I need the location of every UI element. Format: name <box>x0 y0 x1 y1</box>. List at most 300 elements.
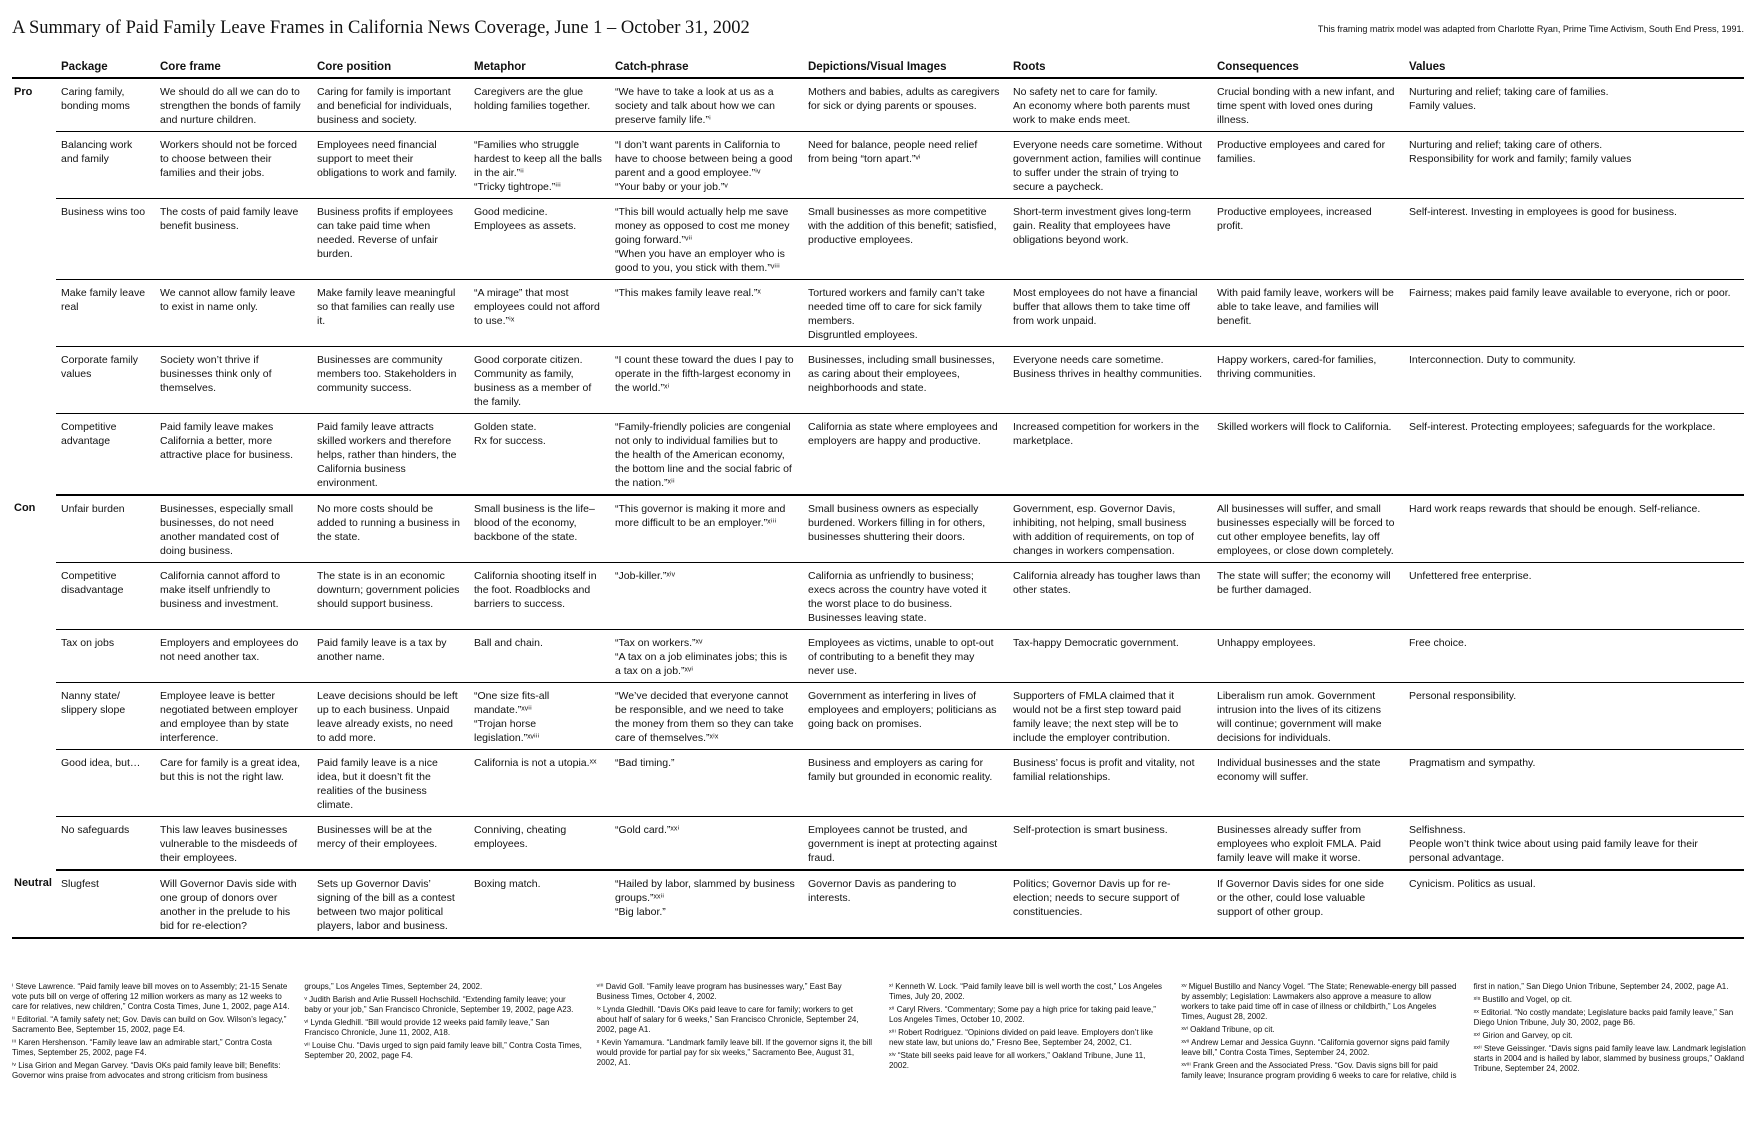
cell-line: Small business owners as especially burdened. Workers filling in for others, businesses shuttering their doors. <box>808 503 986 543</box>
table-cell <box>1008 132 1212 199</box>
table-cell <box>1404 563 1744 630</box>
cell-line: California cannot afford to make itself unfriendly to business and investment. <box>160 570 281 610</box>
footnote: ⁱⁱ Editorial. “A family safety net; Gov. Davis can build on Gov. Wilson’s legacy,” Sacramento Bee, September 15, 2002, page E4. <box>12 1015 287 1034</box>
cell-line: “Trojan horse legislation.”ˣᵛⁱⁱⁱ <box>474 718 540 744</box>
column-header: Core position <box>312 56 469 78</box>
column-header: Package <box>56 56 155 78</box>
group-column-header <box>12 56 56 78</box>
cell-line: Nurturing and relief; taking care of families. <box>1409 86 1609 98</box>
table-cell <box>610 347 803 414</box>
table-cell <box>1212 750 1404 817</box>
table-cell <box>803 280 1008 347</box>
table-cell <box>56 630 155 683</box>
cell-line: Increased competition for workers in the marketplace. <box>1013 421 1200 447</box>
cell-line: “Bad timing.” <box>615 757 675 769</box>
table-cell <box>610 280 803 347</box>
table-row <box>12 495 1744 563</box>
table-cell <box>610 683 803 750</box>
cell-line: Paid family leave is a nice idea, but it doesn’t fit the realities of the business climate. <box>317 757 438 811</box>
cell-line: Employees as assets. <box>474 220 577 232</box>
cell-line: California is not a utopia.ˣˣ <box>474 757 597 769</box>
table-cell <box>312 563 469 630</box>
table-cell <box>155 750 312 817</box>
table-cell <box>469 78 610 132</box>
table-cell <box>56 495 155 563</box>
table-cell <box>155 495 312 563</box>
cell-line: “A mirage” that most employees could not afford to use.”ⁱˣ <box>474 287 600 327</box>
cell-line: “This makes family leave real.”ˣ <box>615 287 761 299</box>
cell-line: Productive employees and cared for families. <box>1217 139 1386 165</box>
footnote: ⁱᵛ Lisa Girion and Megan Garvey. “Davis OKs paid family leave bill; Benefits: Governor wins praise from advocates and strong criticism from business groups,” Los Angeles Times, September 24, 2002. <box>12 982 483 1080</box>
table-cell <box>803 817 1008 871</box>
table-row <box>12 630 1744 683</box>
cell-line: Corporate family values <box>61 354 139 380</box>
footnote: ᵛⁱⁱⁱ David Goll. “Family leave program has businesses wary,” East Bay Business Times, October 4, 2002. <box>596 982 842 1001</box>
cell-line: Need for balance, people need relief from being “torn apart.”ᵛⁱ <box>808 139 978 165</box>
table-cell <box>1212 630 1404 683</box>
table-cell <box>155 199 312 280</box>
cell-line: Personal responsibility. <box>1409 690 1517 702</box>
cell-line: Short-term investment gives long-term gain. Reality that employees have obligations beyond work. <box>1013 206 1191 246</box>
footnote: ⁱ Steve Lawrence. “Paid family leave bill moves on to Assembly; 21-15 Senate vote puts bill on verge of offering 12 million workers as many as 12 weeks to care for relatives, new children,” Contra Costa Times, June 1, 2002, page A14. <box>12 982 290 1011</box>
cell-line: California as state where employees and employers are happy and productive. <box>808 421 998 447</box>
table-cell <box>610 563 803 630</box>
cell-line: “Big labor.” <box>615 906 666 918</box>
column-header: Metaphor <box>469 56 610 78</box>
cell-line: “I count these toward the dues I pay to operate in the fifth-largest economy in the world.”ˣⁱ <box>615 354 794 394</box>
page-title: A Summary of Paid Family Leave Frames in California News Coverage, June 1 – October 31, 2002 <box>12 18 750 38</box>
cell-line: Employers and employees do not need another tax. <box>160 637 299 663</box>
cell-line: Will Governor Davis side with one group of donors over another in the prelude to his bid for re-election? <box>160 878 297 932</box>
cell-line: We should do all we can do to strengthen the bonds of family and nurture children. <box>160 86 301 126</box>
table-cell <box>1404 630 1744 683</box>
table-cell <box>469 683 610 750</box>
framing-matrix-table <box>12 56 1744 939</box>
cell-line: People won’t think twice about using paid family leave for their personal advantage. <box>1409 838 1698 864</box>
cell-line: Happy workers, cared-for families, thriving communities. <box>1217 354 1377 380</box>
table-cell <box>803 630 1008 683</box>
table-cell <box>312 495 469 563</box>
cell-line: Small businesses as more competitive with the addition of this benefit; satisfied, productive employees. <box>808 206 997 246</box>
table-cell <box>155 347 312 414</box>
cell-line: Self-interest. Investing in employees is good for business. <box>1409 206 1677 218</box>
footnote: ˣ Kevin Yamamura. “Landmark family leave bill. If the governor signs it, the bill would provide for partial pay for six weeks,” Sacramento Bee, August 31, 2002, A1. <box>596 1038 872 1067</box>
cell-line: Caring family, bonding moms <box>61 86 130 112</box>
cell-line: “Job-killer.”ˣⁱᵛ <box>615 570 676 582</box>
table-cell <box>469 347 610 414</box>
cell-line: Unhappy employees. <box>1217 637 1316 649</box>
table-row <box>12 414 1744 496</box>
table-cell <box>56 817 155 871</box>
footnote: ˣˣⁱ Girion and Garvey, op cit. <box>1473 1031 1573 1040</box>
table-cell <box>1404 132 1744 199</box>
cell-line: No safeguards <box>61 824 130 836</box>
table-cell <box>312 414 469 496</box>
table-cell <box>610 630 803 683</box>
table-cell <box>610 750 803 817</box>
cell-line: Businesses, especially small businesses, do not need another mandated cost of doing business. <box>160 503 294 557</box>
cell-line: Business thrives in healthy communities. <box>1013 368 1203 380</box>
column-header: Depictions/Visual Images <box>803 56 1008 78</box>
cell-line: Golden state. <box>474 421 537 433</box>
cell-line: Caring for family is important and beneficial for individuals, business and society. <box>317 86 452 126</box>
cell-line: Free choice. <box>1409 637 1467 649</box>
cell-line: Self-protection is smart business. <box>1013 824 1168 836</box>
table-row <box>12 870 1744 938</box>
column-header: Values <box>1404 56 1744 78</box>
column-header: Catch-phrase <box>610 56 803 78</box>
cell-line: Small business is the life–blood of the economy, backbone of the state. <box>474 503 595 543</box>
table-cell <box>803 78 1008 132</box>
footnote: ˣⁱ Kenneth W. Lock. “Paid family leave bill is well worth the cost,” Los Angeles Times, July 20, 2002. <box>888 982 1163 1001</box>
cell-line: We cannot allow family leave to exist in name only. <box>160 287 296 313</box>
cell-line: Tax-happy Democratic government. <box>1013 637 1179 649</box>
cell-line: All businesses will suffer, and small businesses especially will be forced to cut other employee benefits, lay off employees, or close down completely. <box>1217 503 1395 557</box>
cell-line: Liberalism run amok. Government intrusion into the lives of its citizens will continue; government will make decisions for individuals. <box>1217 690 1382 744</box>
table-cell <box>469 870 610 938</box>
cell-line: Community as family, business as a member of the family. <box>474 368 592 408</box>
cell-line: Tax on jobs <box>61 637 115 649</box>
table-cell <box>803 347 1008 414</box>
footnote: ˣⁱⁱ Caryl Rivers. “Commentary; Some pay a high price for taking paid leave,” Los Angeles Times, October 10, 2002. <box>888 1005 1156 1024</box>
cell-line: “One size fits-all mandate.”ˣᵛⁱⁱ <box>474 690 550 716</box>
cell-line: California shooting itself in the foot. Roadblocks and barriers to success. <box>474 570 597 610</box>
table-cell <box>56 414 155 496</box>
table-cell <box>155 280 312 347</box>
cell-line: Boxing match. <box>474 878 541 890</box>
cell-line: “I don’t want parents in California to have to choose between being a good parent and a good employee.”ⁱᵛ <box>615 139 793 179</box>
table-cell <box>469 280 610 347</box>
table-cell <box>610 870 803 938</box>
table-cell <box>1404 750 1744 817</box>
cell-line: “Your baby or your job.”ᵛ <box>615 181 728 193</box>
table-cell <box>155 683 312 750</box>
cell-line: Employees cannot be trusted, and government is inept at protecting against fraud. <box>808 824 998 864</box>
table-cell <box>56 78 155 132</box>
cell-line: If Governor Davis sides for one side or the other, could lose valuable support of other group. <box>1217 878 1384 918</box>
table-cell <box>1404 414 1744 496</box>
table-cell <box>312 78 469 132</box>
cell-line: Nanny state/ slippery slope <box>61 690 126 716</box>
cell-line: “Families who struggle hardest to keep all the balls in the air.”ⁱⁱ <box>474 139 602 179</box>
table-cell <box>56 870 155 938</box>
group-label: Neutral <box>12 870 56 938</box>
table-row <box>12 683 1744 750</box>
cell-line: Caregivers are the glue holding families together. <box>474 86 591 112</box>
footnote: ⁱⁱⁱ Karen Hershenson. “Family leave law an admirable start,” Contra Costa Times, September 25, 2002, page F4. <box>12 1038 272 1057</box>
table-cell <box>1212 347 1404 414</box>
cell-line: Crucial bonding with a new infant, and time spent with loved ones during illness. <box>1217 86 1395 126</box>
cell-line: Unfettered free enterprise. <box>1409 570 1532 582</box>
cell-line: Skilled workers will flock to California. <box>1217 421 1392 433</box>
cell-line: “Tricky tightrope.”ⁱⁱⁱ <box>474 181 561 193</box>
table-cell <box>469 414 610 496</box>
table-row <box>12 280 1744 347</box>
cell-line: Supporters of FMLA claimed that it would not be a first step toward paid family leave; the next step will be to include the employer contribution. <box>1013 690 1182 744</box>
cell-line: Rx for success. <box>474 435 546 447</box>
footnote: ˣˣⁱⁱ Steve Geissinger. “Davis signs paid family leave law. Landmark legislation starts in 2004 and is hailed by labor, slammed by business groups,” Oakland Tribune, September 24, 2002. <box>1473 1044 1746 1073</box>
table-cell <box>610 78 803 132</box>
cell-line: Mothers and babies, adults as caregivers for sick or dying parents or spouses. <box>808 86 1000 112</box>
cell-line: No safety net to care for family. <box>1013 86 1158 98</box>
cell-line: Employees as victims, unable to opt-out of contributing to a benefit they may never use. <box>808 637 994 677</box>
table-cell <box>1212 563 1404 630</box>
table-cell <box>803 870 1008 938</box>
cell-line: Politics; Governor Davis up for re-election; needs to secure support of constituencies. <box>1013 878 1180 918</box>
cell-line: Tortured workers and family can’t take needed time off to care for sick family members. <box>808 287 985 327</box>
footnote: ˣᵛⁱⁱ Andrew Lemar and Jessica Guynn. “California governor signs paid family leave bill,” Contra Costa Times, September 24, 2002. <box>1181 1038 1450 1057</box>
cell-line: Leave decisions should be left up to each business. Unpaid leave already exists, no need to add more. <box>317 690 458 744</box>
table-cell <box>1404 870 1744 938</box>
footnote: ᵛ Judith Barish and Arlie Russell Hochschild. “Extending family leave; your baby or your job,” San Francisco Chronicle, September 19, 2002, page A23. <box>304 995 574 1014</box>
cell-line: California already has tougher laws than other states. <box>1013 570 1201 596</box>
cell-line: Competitive disadvantage <box>61 570 124 596</box>
table-cell <box>56 347 155 414</box>
footnote: ˣⁱⁱⁱ Robert Rodriguez. “Opinions divided on paid leave. Employers don’t like new state law, but unions do,” Fresno Bee, September 24, 2002, C1. <box>888 1028 1153 1047</box>
table-row <box>12 347 1744 414</box>
cell-line: Business and employers as caring for family but grounded in economic reality. <box>808 757 993 783</box>
column-header: Consequences <box>1212 56 1404 78</box>
footnote: ˣⁱˣ Bustillo and Vogel, op cit. <box>1473 995 1572 1004</box>
cell-line: Family values. <box>1409 100 1477 112</box>
table-cell <box>312 750 469 817</box>
table-cell <box>1212 280 1404 347</box>
table-cell <box>610 495 803 563</box>
cell-line: Society won’t thrive if businesses think only of themselves. <box>160 354 272 394</box>
cell-line: Business profits if employees can take paid time when needed. Reverse of unfair burden. <box>317 206 453 260</box>
document-header <box>12 18 1744 44</box>
table-cell <box>803 683 1008 750</box>
table-cell <box>1212 78 1404 132</box>
cell-line: Balancing work and family <box>61 139 133 165</box>
table-cell <box>155 870 312 938</box>
cell-line: Responsibility for work and family; family values <box>1409 153 1632 165</box>
table-cell <box>1008 495 1212 563</box>
cell-line: Paid family leave attracts skilled workers and therefore helps, rather than hinders, the California business environment. <box>317 421 457 489</box>
table-cell <box>1212 683 1404 750</box>
table-cell <box>1008 870 1212 938</box>
table-cell <box>1008 563 1212 630</box>
cell-line: The costs of paid family leave benefit business. <box>160 206 299 232</box>
table-cell <box>155 132 312 199</box>
table-cell <box>803 414 1008 496</box>
table-cell <box>1404 347 1744 414</box>
cell-line: Most employees do not have a financial buffer that allows them to take time off from work unpaid. <box>1013 287 1198 327</box>
table-cell <box>469 495 610 563</box>
table-row <box>12 78 1744 132</box>
cell-line: “This bill would actually help me save money as opposed to cost me money going forward.”ᵛⁱⁱ <box>615 206 790 246</box>
table-cell <box>1008 414 1212 496</box>
table-cell <box>155 817 312 871</box>
footnote: ˣⁱᵛ “State bill seeks paid leave for all workers,” Oakland Tribune, June 11, 2002. <box>888 1051 1146 1070</box>
table-cell <box>1212 495 1404 563</box>
table-cell <box>803 563 1008 630</box>
table-cell <box>1404 683 1744 750</box>
cell-line: Make family leave meaningful so that families can really use it. <box>317 287 456 327</box>
cell-line: “Family-friendly policies are congenial not only to individual families but to the health of the American economy, the bottom line and the social fabric of the nation.”ˣⁱⁱ <box>615 421 792 489</box>
table-cell <box>1008 78 1212 132</box>
table-cell <box>155 414 312 496</box>
table-cell <box>1404 495 1744 563</box>
cell-line: Self-interest. Protecting employees; safeguards for the workplace. <box>1409 421 1716 433</box>
cell-line: This law leaves businesses vulnerable to the misdeeds of their employees. <box>160 824 298 864</box>
table-cell <box>1212 199 1404 280</box>
table-cell <box>1404 199 1744 280</box>
cell-line: Ball and chain. <box>474 637 543 649</box>
table-cell <box>469 132 610 199</box>
table-cell <box>1212 132 1404 199</box>
footnote: ˣᵛⁱ Oakland Tribune, op cit. <box>1181 1025 1275 1034</box>
cell-line: Care for family is a great idea, but this is not the right law. <box>160 757 301 783</box>
table-cell <box>312 199 469 280</box>
cell-line: An economy where both parents must work to make ends meet. <box>1013 100 1190 126</box>
table-cell <box>1008 683 1212 750</box>
table-cell <box>1008 817 1212 871</box>
cell-line: Businesses are community members too. Stakeholders in community success. <box>317 354 457 394</box>
cell-line: “When you have an employer who is good to you, you stick with them.”ᵛⁱⁱⁱ <box>615 248 785 274</box>
column-header: Roots <box>1008 56 1212 78</box>
footnotes <box>12 982 1752 1124</box>
table-cell <box>1404 280 1744 347</box>
table-cell <box>155 78 312 132</box>
cell-line: Nurturing and relief; taking care of others. <box>1409 139 1603 151</box>
table-cell <box>56 199 155 280</box>
footnote: ˣˣ Editorial. “No costly mandate; Legislature backs paid family leave,” San Diego Union Tribune, July 30, 2002, page B6. <box>1473 1008 1734 1027</box>
table-cell <box>469 630 610 683</box>
table-cell <box>610 199 803 280</box>
cell-line: Fairness; makes paid family leave available to everyone, rich or poor. <box>1409 287 1731 299</box>
cell-line: “We’ve decided that everyone cannot be responsible, and we need to take the money from them so they can take care of themselves.”ˣⁱˣ <box>615 690 794 744</box>
table-row <box>12 199 1744 280</box>
cell-line: Business’ focus is profit and vitality, not familial relationships. <box>1013 757 1195 783</box>
cell-line: Productive employees, increased profit. <box>1217 206 1372 232</box>
cell-line: Businesses already suffer from employees who exploit FMLA. Paid family leave will make it worse. <box>1217 824 1381 864</box>
table-cell <box>56 280 155 347</box>
table-row <box>12 132 1744 199</box>
cell-line: “A tax on a job eliminates jobs; this is a tax on a job.”ˣᵛⁱ <box>615 651 788 677</box>
table-cell <box>469 817 610 871</box>
cell-line: Employees need financial support to meet their obligations to work and family. <box>317 139 457 179</box>
cell-line: “We have to take a look at us as a society and talk about how we can preserve family life.”ⁱ <box>615 86 775 126</box>
cell-line: Sets up Governor Davis’ signing of the bill as a contest between two major political players, labor and business. <box>317 878 455 932</box>
header-row <box>12 56 1744 78</box>
footnote: ᵛⁱⁱ Louise Chu. “Davis urged to sign paid family leave bill,” Contra Costa Times, September 20, 2002, page F4. <box>304 1041 582 1060</box>
table-cell <box>312 630 469 683</box>
table-cell <box>56 750 155 817</box>
footnote: ˣᵛ Miguel Bustillo and Nancy Vogel. “The State; Renewable-energy bill passed by assembly; Legislation: Lawmakers also approve a measure to allow workers to take paid time off in case of illness or childbirth,” Los Angeles Times, August 28, 2002. <box>1181 982 1457 1021</box>
table-cell <box>803 199 1008 280</box>
cell-line: Everyone needs care sometime. Without government action, families will continue to suffer under the strain of trying to secure a paycheck. <box>1013 139 1203 193</box>
cell-line: Make family leave real <box>61 287 146 313</box>
table-cell <box>469 199 610 280</box>
cell-line: Slugfest <box>61 878 99 890</box>
table-cell <box>1212 870 1404 938</box>
table-cell <box>312 683 469 750</box>
table-cell <box>312 870 469 938</box>
table-cell <box>56 683 155 750</box>
table-cell <box>1008 199 1212 280</box>
table-cell <box>803 132 1008 199</box>
table-cell <box>155 563 312 630</box>
table-cell <box>1404 78 1744 132</box>
cell-line: With paid family leave, workers will be able to take leave, and families will benefit. <box>1217 287 1394 327</box>
cell-line: “Tax on workers.”ˣᵛ <box>615 637 703 649</box>
table-cell <box>1212 414 1404 496</box>
cell-line: Businesses will be at the mercy of their employees. <box>317 824 438 850</box>
cell-line: Paid family leave makes California a better, more attractive place for business. <box>160 421 294 461</box>
cell-line: Hard work reaps rewards that should be enough. Self-reliance. <box>1409 503 1701 515</box>
table-cell <box>1404 817 1744 871</box>
table-cell <box>610 132 803 199</box>
table-row <box>12 563 1744 630</box>
table-body <box>12 78 1744 938</box>
column-header: Core frame <box>155 56 312 78</box>
cell-line: Employee leave is better negotiated between employer and employee than by state interference. <box>160 690 298 744</box>
cell-line: Interconnection. Duty to community. <box>1409 354 1576 366</box>
attribution-note: This framing matrix model was adapted from Charlotte Ryan, Prime Time Activism, South End Press, 1991. <box>1317 24 1744 34</box>
cell-line: Everyone needs care sometime. <box>1013 354 1164 366</box>
cell-line: Businesses, including small businesses, as caring about their employees, neighborhoods and state. <box>808 354 995 394</box>
table-cell <box>1008 750 1212 817</box>
cell-line: Government, esp. Governor Davis, inhibiting, not helping, small business with addition of requirements, on top of changes in workers compensation. <box>1013 503 1194 557</box>
cell-line: No more costs should be added to running a business in the state. <box>317 503 461 543</box>
cell-line: “Gold card.”ˣˣⁱ <box>615 824 680 836</box>
table-cell <box>312 817 469 871</box>
table-cell <box>610 414 803 496</box>
table-cell <box>312 347 469 414</box>
cell-line: Good idea, but… <box>61 757 141 769</box>
cell-line: Competitive advantage <box>61 421 117 447</box>
cell-line: Disgruntled employees. <box>808 329 918 341</box>
group-label: Con <box>14 502 36 514</box>
cell-line: Good corporate citizen. <box>474 354 583 366</box>
cell-line: Unfair burden <box>61 503 125 515</box>
cell-line: Cynicism. Politics as usual. <box>1409 878 1536 890</box>
cell-line: Pragmatism and sympathy. <box>1409 757 1536 769</box>
table-cell <box>312 280 469 347</box>
cell-line: “Hailed by labor, slammed by business groups.”ˣˣⁱⁱ <box>615 878 795 904</box>
table-cell <box>1008 347 1212 414</box>
cell-line: Good medicine. <box>474 206 548 218</box>
footnote: ˣᵛⁱⁱⁱ Frank Green and the Associated Press. “Gov. Davis signs bill for paid family leave; Insurance program providing 6 weeks to care for relative, child is first in nation,” San Diego Union Tribune, September 24, 2002, page A1. <box>1181 982 1729 1080</box>
cell-line: Government as interfering in lives of employees and employers; politicians as going back on promises. <box>808 690 997 730</box>
cell-line: Conniving, cheating employees. <box>474 824 567 850</box>
table-cell <box>56 563 155 630</box>
cell-line: Paid family leave is a tax by another name. <box>317 637 447 663</box>
cell-line: Workers should not be forced to choose between their families and their jobs. <box>160 139 297 179</box>
footnote: ᵛⁱ Lynda Gledhill. “Bill would provide 12 weeks paid family leave,” San Francisco Chronicle, June 11, 2002, A18. <box>304 1018 550 1037</box>
group-label: Pro <box>14 86 33 98</box>
table-row <box>12 750 1744 817</box>
table-cell <box>312 132 469 199</box>
table-cell <box>469 563 610 630</box>
table-cell <box>1212 817 1404 871</box>
table-cell <box>610 817 803 871</box>
cell-line: “This governor is making it more and more difficult to be an employer.”ˣⁱⁱⁱ <box>615 503 786 529</box>
table-cell <box>469 750 610 817</box>
cell-line: Individual businesses and the state economy will suffer. <box>1217 757 1381 783</box>
table-row <box>12 817 1744 871</box>
cell-line: The state will suffer; the economy will be further damaged. <box>1217 570 1391 596</box>
table-cell <box>1008 280 1212 347</box>
cell-line: Governor Davis as pandering to interests. <box>808 878 957 904</box>
table-cell <box>803 495 1008 563</box>
table-cell <box>1008 630 1212 683</box>
cell-line: Selfishness. <box>1409 824 1466 836</box>
cell-line: The state is in an economic downturn; government policies should support business. <box>317 570 460 610</box>
table-cell <box>155 630 312 683</box>
footnote: ⁱˣ Lynda Gledhill. “Davis OKs paid leave to care for family; workers to get about half of salary for 6 weeks,” San Francisco Chronicle, September 24, 2002, page A1. <box>596 1005 859 1034</box>
